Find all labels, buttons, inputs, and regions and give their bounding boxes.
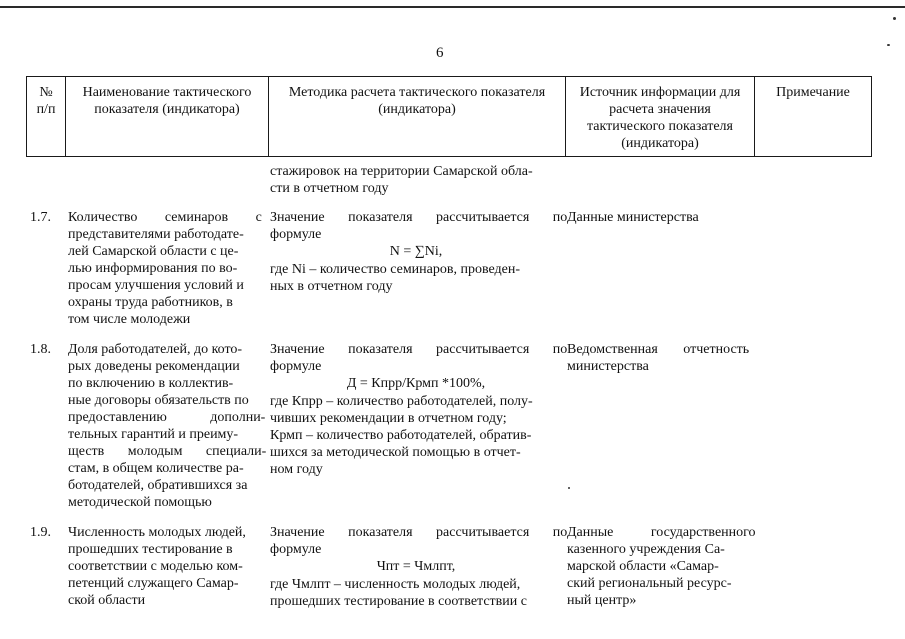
indicator-name: Доля работодателей, до кото- рых доведены рекомендации по включению в коллектив- ные договоры обязательств по предоставлению дополни- тельных гарантий и преиму- ществ молодым специали- стам, в общем количестве ра- ботодателей, обратившихся за методической помощью: [68, 342, 267, 510]
info-source: Данные министерства: [567, 210, 699, 225]
header-col-name: Наименование тактического показателя (индикатора): [82, 85, 252, 117]
continuation-text: стажировок на территории Самарской обла- сти в отчетном году: [270, 164, 533, 196]
scan-speck: [887, 44, 890, 46]
indicator-name: Численность молодых людей, прошедших тестирование в соответствии с моделью ком- петенций служащего Самар- ской области: [68, 525, 246, 608]
page-number: 6: [436, 45, 444, 61]
method-text: Значение показателя рассчитывается по формуле: [270, 210, 568, 242]
header-col-method: Методика расчета тактического показателя (индикатора): [288, 85, 546, 117]
method-text: где Чмлпт – численность молодых людей, прошедших тестирование в соответствии с: [270, 577, 527, 609]
header-col-source: Источник информации для расчета значения тактического показателя (индикатора): [579, 85, 741, 151]
indicator-name: Количество семинаров с представителями работодате- лей Самарской области с це- лью информирования по во- просам улучшения условий и охраны труда работников, в том числе молодежи: [68, 210, 262, 327]
scan-border-line: [0, 6, 905, 8]
header-col-number: № п/п: [36, 85, 56, 117]
table-col-divider: [871, 76, 872, 157]
header-col-note: Примечание: [776, 85, 850, 100]
method-text: где Кпрр – количество работодателей, полу- чивших рекомендации в отчетном году; Крмп – количество работодателей, обратив- шихся за методической помощью в отчет- ном году: [270, 394, 533, 477]
method-text: где Ni – количество семинаров, проведен- ных в отчетном году: [270, 262, 521, 294]
method-text: Значение показателя рассчитывается по формуле: [270, 525, 568, 557]
info-source: Данные государственного казенного учреждения Са- марской области «Самар- ский региональный ресурс- ный центр»: [567, 525, 756, 608]
formula: N = ∑Ni,: [389, 244, 443, 259]
row-number: 1.9.: [30, 525, 51, 540]
formula: Д = Кпрр/Крмп *100%,: [346, 376, 486, 391]
scan-speck: [893, 17, 896, 20]
row-number: 1.8.: [30, 342, 51, 357]
table-header-bottom-border: [26, 156, 872, 157]
row-number: 1.7.: [30, 210, 51, 225]
info-source: Ведомственная отчетность министерства: [567, 342, 750, 374]
method-text: Значение показателя рассчитывается по формуле: [270, 342, 568, 374]
scan-speck: [568, 487, 570, 489]
formula: Чпт = Чмлпт,: [376, 559, 456, 574]
